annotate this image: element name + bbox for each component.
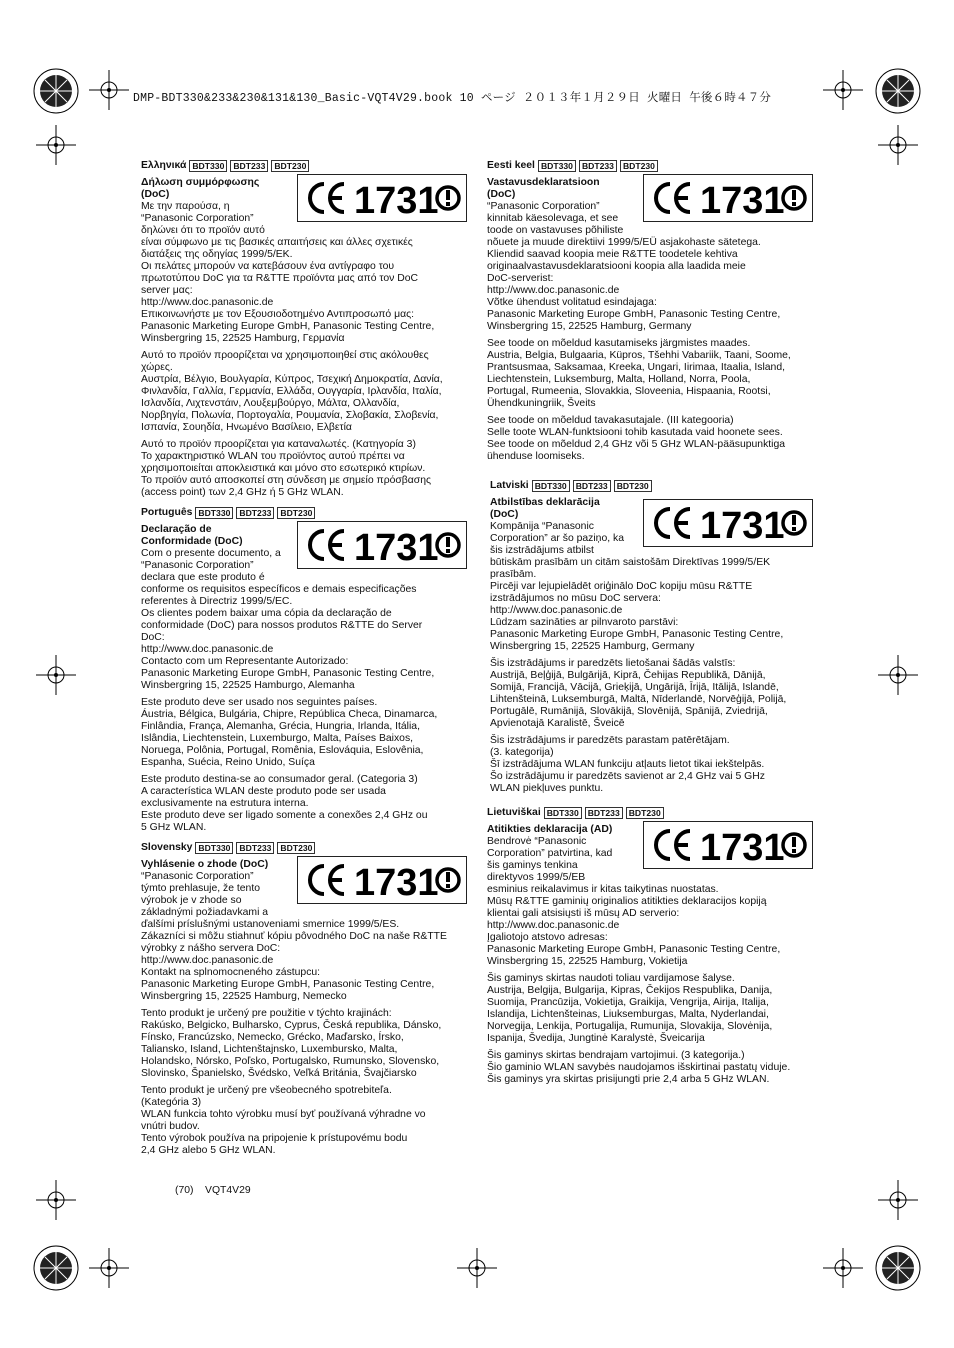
paragraph: Αυτό το προϊόν προορίζεται για καταναλωτές. (Κατηγορία 3) Το χαρακτηριστικό WLAN του προϊόντος αυτού πρέπει να χρησιμοποιείται αποκλειστικά και μόνο στο εσωτερικό κτιρίων. Το προϊόν αυτό αποσκοπεί στη σύνδεση με σημείο πρόσβασης (access point) των 2,4 GHz ή 5 GHz WLAN. <box>141 439 431 498</box>
paragraph: Αυτό το προϊόν προορίζεται να χρησιμοποιηθεί στις ακόλουθες χώρες. Αυστρία, Βέλγιο, Βουλγαρία, Κύπρος, Τσεχική Δημοκρατία, Δανία, Φινλανδία, Γαλλία, Γερμανία, Ελλάδα, Ουγγαρία, Ιρλανδία, Ιταλία, Ισλανδία, Λιχτενστάιν, Λουξεμβούργο, Μάλτα, Ολλανδία, Νορβηγία, Πολωνία, Πορτογαλία, Ρουμανία, Σλοβακία, Σλοβενία, Ισπανία, Σουηδία, Ηνωμένο Βασίλειο, Ελβετία <box>141 350 443 433</box>
registration-mark-icon <box>870 63 926 119</box>
page-footer <box>175 1185 251 1196</box>
language-label: Eesti keel <box>487 160 535 171</box>
paragraph: esminius reikalavimus ir kitas taikytinas nuostatas. Mūsų R&TTE gaminių originalios atitikties deklaracijos kopiją klientai gali atsisiųsti iš mūsų AD serverio: http://www.doc.panasonic.de Įgaliotojo atstovo adresas: Panasonic Marketing Europe GmbH, Panasonic Testing Centre, Winsbergring 15, 22525 Hamburg, Vokietija <box>487 884 781 967</box>
crosshair-mark-icon <box>36 1180 76 1220</box>
intro-text: Με την παρούσα, η “Panasonic Corporation” δηλώνει ότι το προϊόν αυτό <box>141 201 265 236</box>
model-badge: BDT230 <box>277 507 315 519</box>
section-title <box>487 160 817 172</box>
paragraph: conforme os requisitos específicos e demais especificações referentes à Directriz 1999/5/EC. Os clientes podem baixar uma cópia da declaração de conformidade (DoC) para nossos produtos R&TTE do Server DoC: http://www.doc.panasonic.de Contacto com um Representante Autorizado: Panasonic Marketing Europe GmbH, Panasonic Testing Centre, Winsbergring 15, 22525 Hamburgo, Alemanha <box>141 584 435 691</box>
doc-title: Atbilstības deklarācija (DoC) <box>490 497 600 520</box>
paragraph: Šis izstrādājums ir paredzēts parastam patērētājam. (3. kategorija) Šī izstrādājuma WLAN funkciju atļauts lietot tikai iekštelpās. Šo izstrādājumu ir paredzēts savienot ar 2,4 GHz vai 5 GHz WLAN piekļuves punktu. <box>490 735 765 794</box>
paragraph: Šis gaminys skirtas naudoti toliau vardijamose šalyse. Austrija, Belgija, Bulgarija, Kipras, Čekijos Respublika, Danija, Suomija, Prancūzija, Vokietija, Graikija, Vengrija, Airija, Italija, Islandija, Lichtenšteinas, Liuksemburgas, Malta, Nyderlandai, Norvegija, Lenkija, Portugalija, Rumunija, Slovakija, Slovėnija, Ispanija, Švedija, Jungtinė Karalystė, Šveicarija <box>487 973 773 1044</box>
paragraph: Tento produkt je určený pre všeobecného spotrebiteľa. (Kategória 3) WLAN funkcia tohto výrobku musí byť používaná výhradne vo vnútri budov. Tento výrobok používa na pripojenie k prístupovému bodu 2,4 GHz alebo 5 GHz WLAN. <box>141 1085 426 1156</box>
paragraph: Este produto deve ser usado nos seguintes países. Áustria, Bélgica, Bulgária, Chipre, República Checa, Dinamarca, Finlândia, França, Alemanha, Grécia, Hungria, Irlanda, Itália, Islândia, Liechtenstein, Luxemburgo, Malta, Países Baixos, Noruega, Polônia, Portugal, Romênia, Eslováquia, Eslovênia, Espanha, Suécia, Reino Unido, Suíça <box>141 697 438 768</box>
section-title <box>141 507 471 519</box>
model-badge: BDT230 <box>271 160 309 172</box>
section-title <box>141 160 471 172</box>
doc-title: Declaração de Conformidade (DoC) <box>141 524 243 547</box>
language-label: Português <box>141 507 193 518</box>
crosshair-mark-icon <box>89 1248 129 1288</box>
model-badge: BDT233 <box>236 507 274 519</box>
section-title <box>141 842 471 854</box>
ce-number: 1731 <box>700 827 785 868</box>
ce-mark-logo <box>297 174 467 222</box>
model-badge: BDT330 <box>544 807 582 819</box>
paragraph: Šis izstrādājums ir paredzēts lietošanai šādās valstīs: Austrijā, Beļģijā, Bulgārijā, Kiprā, Čehijas Republikā, Dānijā, Somijā, Francijā, Vācijā, Grieķijā, Ungārijā, Īrijā, Itālijā, Islandē, Lihtenšteinā, Luksemburgā, Maltā, Nīderlandē, Norvēģijā, Polijā, Portugālē, Rumānijā, Slovākijā, Slovēnijā, Spānijā, Zviedrijā, Apvienotajā Karalistē, Šveicē <box>490 658 787 729</box>
model-badge: BDT330 <box>189 160 227 172</box>
intro-text: “Panasonic Corporation” týmto prehlasuje, že tento výrobok je v zhode so základnými požiadavkami a <box>141 871 269 918</box>
language-label: Latviski <box>490 480 529 491</box>
ce-mark-logo <box>297 521 467 569</box>
section-title <box>490 480 820 492</box>
paragraph: Este produto destina-se ao consumador geral. (Categoria 3) A característica WLAN deste produto pode ser usada exclusivamente na estrutura interna. Este produto deve ser ligado somente a conexões 2,4 GHz ou 5 GHz WLAN. <box>141 774 428 833</box>
model-badge: BDT230 <box>614 480 652 492</box>
crosshair-mark-icon <box>823 70 863 110</box>
model-badge: BDT330 <box>532 480 570 492</box>
intro-text: Bendrovė “Panasonic Corporation” patvirtina, kad šis gaminys tenkina direktyvos 1999/5/EB <box>487 836 613 883</box>
intro-text: “Panasonic Corporation” kinnitab käesolevaga, et see toode on vastavuses põhiliste <box>487 201 624 236</box>
crosshair-mark-icon <box>457 1248 497 1288</box>
ce-number: 1731 <box>354 180 439 221</box>
crosshair-mark-icon <box>878 125 918 165</box>
print-header-line: DMP-BDT330&233&230&131&130_Basic-VQT4V29.book 10 ページ ２０１３年１月２９日 火曜日 午後６時４７分 <box>133 92 772 105</box>
registration-mark-icon <box>28 63 84 119</box>
model-badge: BDT233 <box>585 807 623 819</box>
crosshair-mark-icon <box>823 1248 863 1288</box>
paragraph: ďalšími príslušnými ustanoveniami smernice 1999/5/ES. Zákazníci si môžu stiahnuť kópiu pôvodného DoC na naše R&TTE výrobky z nášho servera DoC: http://www.doc.panasonic.de Kontakt na splnomocneného zástupcu: Panasonic Marketing Europe GmbH, Panasonic Testing Centre, Winsbergring 15, 22525 Hamburg, Nemecko <box>141 919 447 1002</box>
ce-mark-logo <box>643 174 813 222</box>
crosshair-mark-icon <box>878 655 918 695</box>
ce-number: 1731 <box>354 527 439 568</box>
ce-mark-logo <box>643 499 813 547</box>
ce-number: 1731 <box>354 862 439 903</box>
registration-mark-icon <box>28 1240 84 1296</box>
model-badge: BDT330 <box>195 842 233 854</box>
language-label: Slovensky <box>141 842 193 853</box>
document-code: VQT4V29 <box>205 1185 251 1196</box>
paragraph: nõuete ja muude direktiivi 1999/5/EÜ asjakohaste sätetega. Kliendid saavad koopia meie R&TTE toodetele kehtiva originaalvastavusdeklaratsiooni koopia alla laadida meie DoC-serverist: http://www.doc.panasonic.de Võtke ühendust volitatud esindajaga: Panasonic Marketing Europe GmbH, Panasonic Testing Centre, Winsbergring 15, 22525 Hamburg, Germany <box>487 237 781 332</box>
model-badge: BDT230 <box>277 842 315 854</box>
language-label: Ελληνικά <box>141 160 187 171</box>
crosshair-mark-icon <box>878 1180 918 1220</box>
model-badge: BDT233 <box>579 160 617 172</box>
model-badge: BDT230 <box>626 807 664 819</box>
doc-title: Vastavusdeklaratsioon (DoC) <box>487 177 600 200</box>
ce-number: 1731 <box>700 180 785 221</box>
model-badge: BDT233 <box>230 160 268 172</box>
paragraph: Šis gaminys skirtas bendrajam vartojimui. (3 kategorija.) Šio gaminio WLAN savybės naudojamos išskirtinai pastatų viduje. Šis gaminys yra skirtas prisijungti prie 2,4 arba 5 GHz WLAN. <box>487 1050 791 1085</box>
crosshair-mark-icon <box>36 655 76 695</box>
crosshair-mark-icon <box>89 70 129 110</box>
intro-text: Kompānija “Panasonic Corporation” ar šo paziņo, ka šis izstrādājums atbilst <box>490 521 624 556</box>
section-title <box>487 807 817 819</box>
paragraph: See toode on mõeldud kasutamiseks järgmistes maades. Austria, Belgia, Bulgaaria, Küpros, Tšehhi Vabariik, Taani, Soome, Prantsusmaa, Saksamaa, Kreeka, Ungari, Iirimaa, Itaalia, Island, Liechtenstein, Luksemburg, Malta, Holland, Norra, Poola, Portugal, Rumeenia, Slovakkia, Sloveenia, Hispaania, Rootsi, Ühendkuningriik, Šveits <box>487 338 791 409</box>
doc-title: Atitikties deklaracija (AD) <box>487 824 613 835</box>
model-badge: BDT233 <box>573 480 611 492</box>
paragraph: Tento produkt je určený pre použitie v týchto krajinách: Rakúsko, Belgicko, Bulharsko, Cyprus, Česká republika, Dánsko, Fínsko, Francúzsko, Nemecko, Grécko, Maďarsko, Írsko, Taliansko, Island, Lichtenštajnsko, Luxembursko, Malta, Holandsko, Nórsko, Poľsko, Portugalsko, Rumunsko, Slovensko, Slovinsko, Španielsko, Švédsko, Veľká Británia, Švajčiarsko <box>141 1008 442 1079</box>
paragraph: See toode on mõeldud tavakasutajale. (III kategooria) Selle toote WLAN-funktsiooni tohib kasutada vaid hoonete sees. See toode on mõeldud 2,4 GHz või 5 GHz WLAN-pääsupunktiga ühenduse loomiseks. <box>487 415 786 462</box>
ce-mark-logo <box>643 821 813 869</box>
model-badge: BDT233 <box>236 842 274 854</box>
ce-mark-logo <box>297 856 467 904</box>
language-label: Lietuviškai <box>487 807 541 818</box>
paragraph: būtiskām prasībām un citām saistošām Direktīvas 1999/5/EK prasībām. Pircēji var lejupielādēt oriģinālo DoC kopiju mūsu R&TTE izstrādājumos no mūsu DoC servera: http://www.doc.panasonic.de Lūdzam sazināties ar pilnvaroto parstāvi: Panasonic Marketing Europe GmbH, Panasonic Testing Centre, Winsbergring 15, 22525 Hamburg, Germany <box>490 557 784 652</box>
ce-number: 1731 <box>700 505 785 546</box>
registration-mark-icon <box>870 1240 926 1296</box>
page-number: (70) <box>175 1185 194 1196</box>
model-badge: BDT330 <box>538 160 576 172</box>
paragraph: είναι σύμφωνο με τις βασικές απαιτήσεις και άλλες σχετικές διατάξεις της οδηγίας 1999/5/ΕΚ. Οι πελάτες μπορούν να κατεβάσουν ένα αντίγραφο του πρωτοτύπου DoC για τα R&TTE προϊόντα μας από τον DoC server μας: http://www.doc.panasonic.de Επικοινωνήστε με τον Εξουσιοδοτημένο Αντιπροσωπό μας: Panasonic Marketing Europe GmbH, Panasonic Testing Centre, Winsbergring 15, 22525 Hamburg, Γερμανία <box>141 237 435 344</box>
model-badge: BDT230 <box>620 160 658 172</box>
crosshair-mark-icon <box>36 125 76 165</box>
doc-title: Vyhlásenie o zhode (DoC) <box>141 859 269 870</box>
doc-title: Δήλωση συμμόρφωσης (DoC) <box>141 177 260 200</box>
intro-text: Com o presente documento, a “Panasonic Corporation” declara que este produto é <box>141 548 281 583</box>
model-badge: BDT330 <box>195 507 233 519</box>
